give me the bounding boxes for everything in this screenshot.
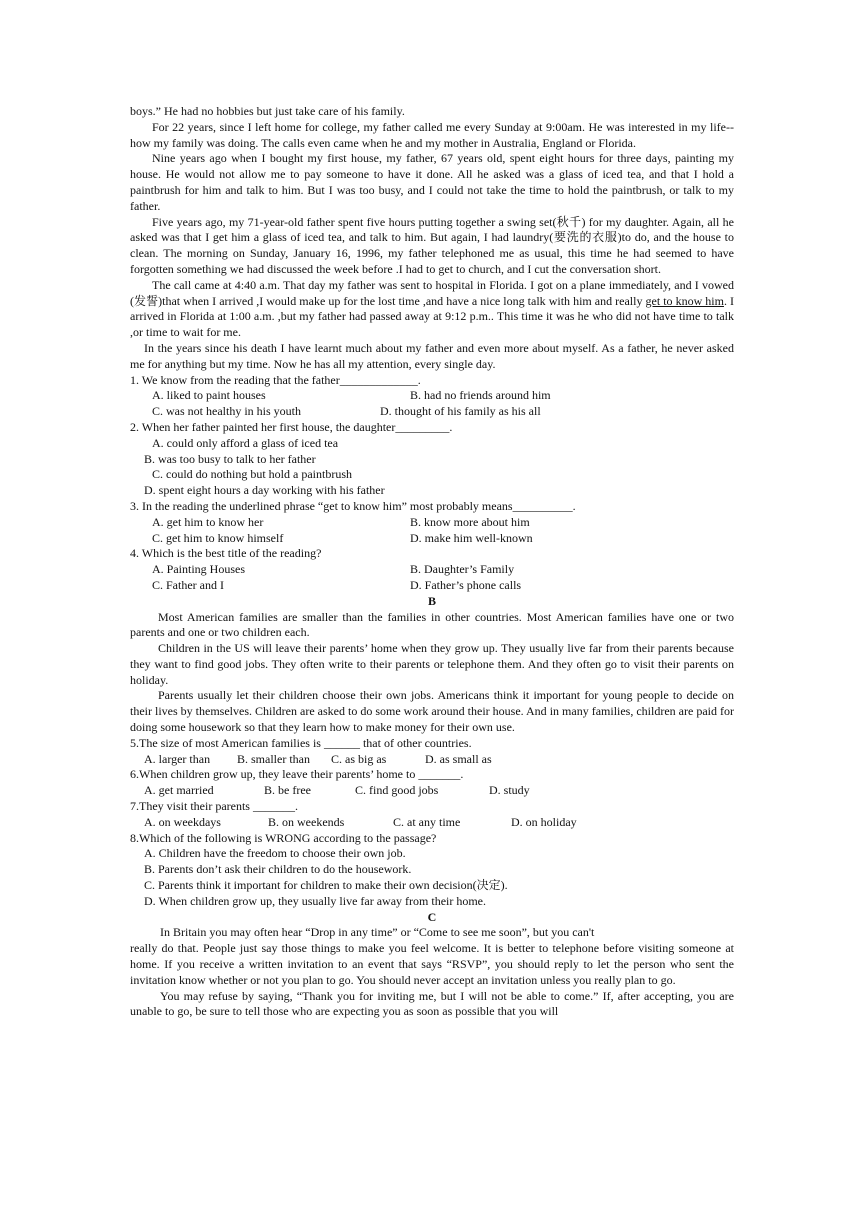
question-6-options (130, 783, 734, 799)
option: B. know more about him (410, 514, 530, 529)
question-5-options (130, 752, 734, 768)
option: C. at any time (393, 814, 461, 829)
option: D. study (489, 783, 530, 798)
passage-a-paragraph: Nine years ago when I bought my first house, my father, 67 years old, spent eight hours for three days, painting my house. He would not allow me to pay someone to have it done. All he asked was a glass of iced tea, and that I hold a paintbrush for him and talk to him. But I was too busy, and I could not take the time to hold the paintbrush, or talk to my father. (130, 151, 734, 213)
question-8: 8.Which of the following is WRONG according to the passage? (130, 830, 437, 845)
option: C. Parents think it important for children to make their own decision(决定). (144, 878, 508, 893)
question-7-options (130, 815, 734, 831)
passage-b-paragraph: Children in the US will leave their parents’ home when they grow up. They usually live far from their parents because they want to find good jobs. They often write to their parents or telephone them. And they often go to visit their parents on holiday. (130, 641, 734, 687)
question-7: 7.They visit their parents _______. (130, 799, 298, 814)
text-run: . I arrived in Florida at 1:00 a.m. ,but my father had passed away at 9:12 p.m.. This time it was he who did not have time to talk ,or time to wait for me. (130, 293, 735, 340)
question-4-options (130, 562, 734, 594)
option: A. larger than (144, 751, 211, 766)
option: A. Children have the freedom to choose their own job. (144, 846, 406, 861)
option: D. as small as (425, 751, 492, 766)
section-label-c: C (427, 909, 437, 924)
option: C. as big as (331, 751, 387, 766)
question-1-options (130, 388, 734, 420)
passage-b-paragraph: Most American families are smaller than the families in other countries. Most American families have one or two parents and one or two children each. (130, 609, 734, 640)
option: A. Painting Houses (152, 562, 245, 577)
question-5: 5.The size of most American families is ______ that of other countries. (130, 735, 472, 750)
option: B. smaller than (237, 751, 310, 766)
option: B. Parents don’t ask their children to do the housework. (144, 862, 412, 877)
option: C. Father and I (152, 577, 224, 592)
passage-a-paragraph: For 22 years, since I left home for college, my father called me every Sunday at 9:00am. He was interested in my life--how my family was doing. The calls even came when he and my mother in Australia, England or Florida. (130, 119, 734, 150)
option: D. make him well-known (410, 530, 533, 545)
question-3-options (130, 515, 734, 547)
passage-c-paragraph: really do that. People just say those things to make you feel welcome. It is better to telephone before visiting someone at home. If you receive a written invitation to an event that says “RSVP”, you should reply to let the person who sent the invitation know whether or not you plan to go. You should never accept an invitation unless you really plan to go. (130, 941, 734, 987)
question-2: 2. When her father painted her first house, the daughter_________. (130, 419, 453, 434)
passage-a-paragraph: boys.” He had no hobbies but just take care of his family. (130, 104, 405, 118)
passage-a-paragraph (130, 278, 734, 341)
option: D. spent eight hours a day working with his father (144, 483, 385, 498)
question-6: 6.When children grow up, they leave their parents’ home to _______. (130, 767, 464, 782)
option: D. thought of his family as his all (380, 404, 541, 419)
question-3: 3. In the reading the underlined phrase “get to know him” most probably means__________. (130, 498, 576, 513)
option: D. When children grow up, they usually live far away from their home. (144, 893, 487, 908)
passage-a-paragraph: Five years ago, my 71-year-old father spent five hours putting together a swing set(秋千) for my daughter. Again, all he asked was that I get him a glass of iced tea, and talk to him. But again, I had laundry(要洗的衣服)to do, and the house to clean. The morning on Sunday, January 16, 1996, my father telephoned me as usual, this time he had seemed to have forgotten something we had discussed the week before .I had to get to church, and I cut the conversation short. (130, 214, 734, 276)
document-page (130, 104, 734, 1020)
option: C. find good jobs (355, 783, 439, 798)
question-1: 1. We know from the reading that the father_____________. (130, 372, 421, 387)
passage-c-paragraph: You may refuse by saying, “Thank you for inviting me, but I will not be able to come.” If, after accepting, you are unable to go, be sure to tell those who are expecting you as soon as possible that you will (130, 988, 734, 1019)
option: A. get him to know her (152, 514, 264, 529)
option: A. on weekdays (144, 814, 221, 829)
passage-b-paragraph: Parents usually let their children choose their own jobs. Americans think it important for young people to decide on their lives by themselves. Children are asked to do some work around their house. And in many families, children are paid for doing some housework so that they learn how to make money for their own use. (130, 688, 734, 735)
option: B. had no friends around him (410, 388, 551, 403)
question-4: 4. Which is the best title of the reading? (130, 546, 322, 561)
option: D. Father’s phone calls (410, 577, 522, 592)
section-label-b: B (427, 593, 436, 608)
option: B. be free (264, 783, 311, 798)
option: A. could only afford a glass of iced tea (152, 435, 339, 450)
option: C. was not healthy in his youth (152, 404, 301, 419)
option: B. Daughter’s Family (410, 562, 515, 577)
option: A. liked to paint houses (152, 388, 266, 403)
passage-c-paragraph: In Britain you may often hear “Drop in any time” or “Come to see me soon”, but you can't (160, 925, 595, 940)
option: A. get married (144, 783, 214, 798)
passage-a-paragraph: In the years since his death I have learnt much about my father and even more about myself. As a father, he never asked me for anything but my time. Now he has all my attention, every single day. (130, 340, 734, 371)
underlined-phrase: get to know him (645, 293, 724, 308)
option: D. on holiday (511, 814, 577, 829)
option: B. on weekends (268, 814, 345, 829)
option: C. get him to know himself (152, 530, 284, 545)
text-run: The call came at 4:40 a.m. That day my father was sent to hospital in Florida. I got on a plane immediately, and I vowed (发誓)that when I arrived ,I would make up for the lost time ,and have a nice long talk with him and really (130, 277, 734, 308)
option: B. was too busy to talk to her father (144, 451, 316, 466)
option: C. could do nothing but hold a paintbrush (152, 467, 352, 482)
